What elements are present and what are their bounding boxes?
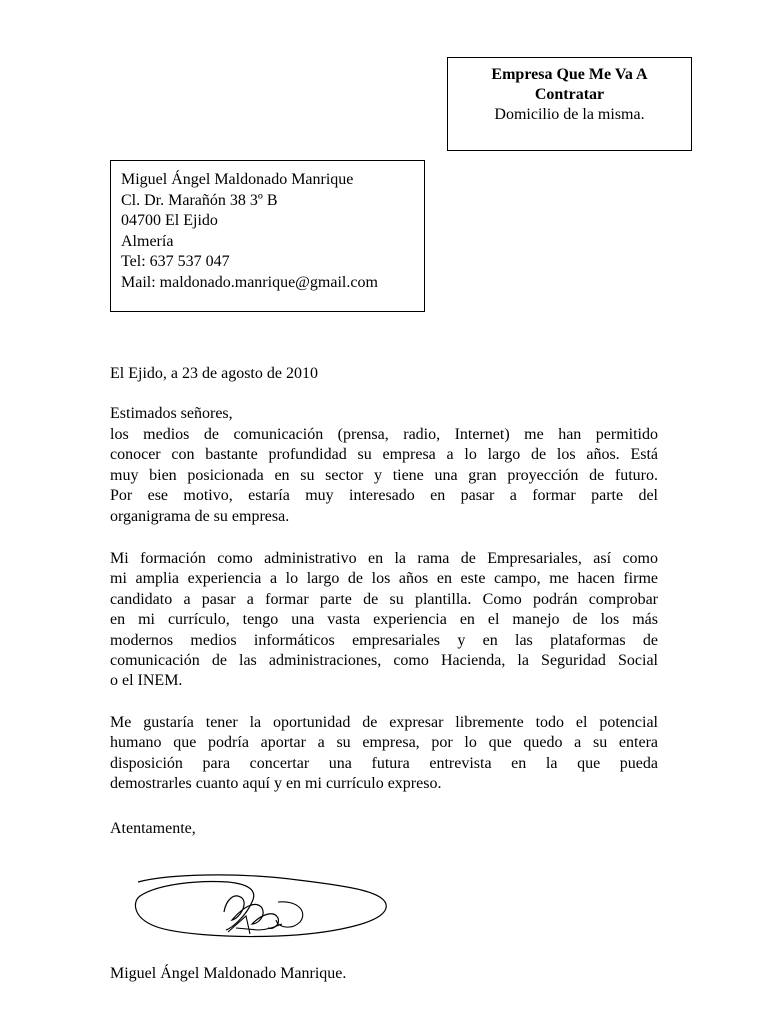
paragraph-line: o el INEM. — [110, 672, 183, 690]
sender-street: Cl. Dr. Marañón 38 3º B — [121, 191, 278, 209]
paragraph-line: muy bien posicionada en su sector y tiene una gran proyección de futuro. — [110, 466, 658, 484]
recipient-address: Domicilio de la misma. — [494, 106, 645, 123]
sender-phone: Tel: 637 537 047 — [121, 253, 230, 270]
signature-stroke — [276, 902, 303, 927]
paragraph-line: Por ese motivo, estaría muy interesado en pasar a formar parte del — [110, 487, 658, 505]
paragraph-line: modernos medios informáticos empresariales y en las plataformas de — [110, 631, 658, 649]
handwritten-signature — [128, 872, 393, 942]
recipient-address-box — [447, 57, 692, 151]
paragraph-line: disposición para concertar una futura entrevista en la que pueda — [110, 754, 658, 772]
recipient-company-line1: Empresa Que Me Va A — [491, 66, 648, 83]
sender-province: Almería — [121, 232, 174, 250]
paragraph-line: comunicación de las administraciones, como Hacienda, la Seguridad Social — [110, 652, 658, 670]
sender-email: Mail: maldonado.manrique@gmail.com — [121, 273, 378, 291]
sender-name: Miguel Ángel Maldonado Manrique — [121, 171, 354, 188]
recipient-company-line2: Contratar — [534, 86, 605, 103]
paragraph-2 — [110, 549, 658, 692]
salutation: Estimados señores, — [110, 405, 233, 422]
signature-stroke — [135, 875, 386, 937]
paragraph-line: organigrama de su empresa. — [110, 507, 290, 525]
sender-address-box — [110, 160, 425, 312]
date-line: El Ejido, a 23 de agosto de 2010 — [110, 365, 318, 382]
paragraph-line: mi amplia experiencia a lo largo de los años en este campo, me hacen firme — [110, 570, 658, 588]
paragraph-line: los medios de comunicación (prensa, radio, Internet) me han permitido — [110, 426, 658, 443]
paragraph-line: conocer con bastante profundidad su empresa a lo largo de los años. Está — [110, 446, 658, 464]
paragraph-line: candidato a pasar a formar parte de su plantilla. Como podrán comprobar — [110, 590, 658, 608]
paragraph-1 — [110, 425, 658, 527]
paragraph-line: demostrarles cuanto aquí y en mi currículo expreso. — [110, 775, 442, 793]
paragraph-line: Me gustaría tener la oportunidad de expresar libremente todo el potencial — [110, 714, 658, 731]
paragraph-line: en mi currículo, tengo una vasta experiencia en el manejo de los más — [110, 611, 658, 629]
paragraph-line: humano que podría aportar a su empresa, por lo que quedo a su entera — [110, 734, 658, 752]
signature-name: Miguel Ángel Maldonado Manrique. — [110, 965, 347, 982]
paragraph-3 — [110, 713, 658, 795]
paragraph-line: Mi formación como administrativo en la rama de Empresariales, así como — [110, 550, 658, 567]
closing: Atentamente, — [110, 820, 196, 837]
signature-stroke — [224, 896, 278, 928]
sender-postal-city: 04700 El Ejido — [121, 212, 218, 229]
